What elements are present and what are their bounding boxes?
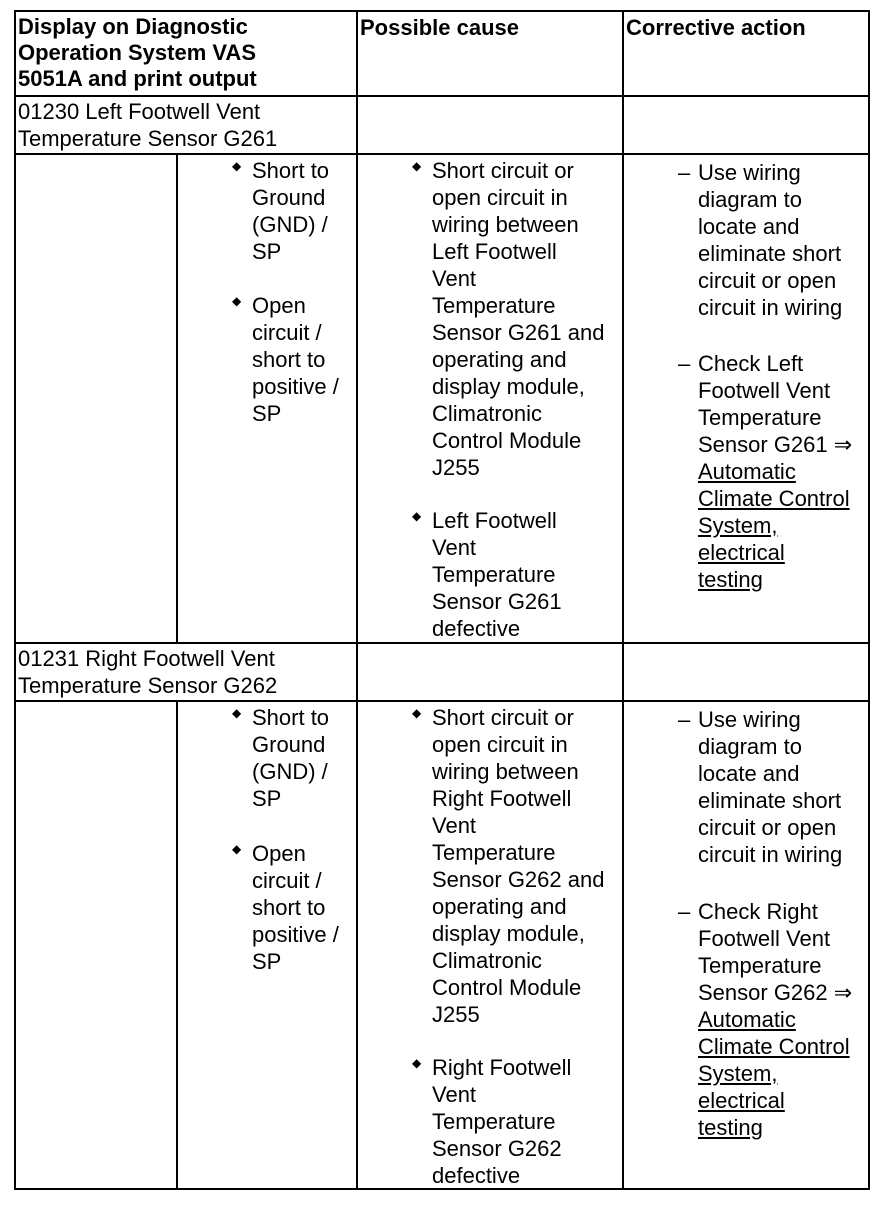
display-item [232,840,339,975]
diamond-bullet-icon: ◆ [232,159,242,173]
display-text: Short to Ground (GND) / SP [252,705,330,811]
header-corrective-action: Corrective action [626,15,806,40]
row-divider [14,700,870,702]
cause-text: Left Footwell Vent Temperature Sensor G261 defective [432,508,562,641]
row-divider [14,642,870,644]
cause-item [412,157,604,481]
action-text: Use wiring diagram to locate and eliminate short circuit or open circuit in wiring [698,707,843,867]
diamond-bullet-icon: ◆ [232,842,242,856]
column-divider [622,10,624,1190]
dash-icon: – [678,351,691,376]
climate-control-testing-link[interactable]: Automatic Climate Control System, electrical testing [698,1007,850,1140]
fault-code-title: 01231 Right Footwell Vent Temperature Sensor G262 [18,646,278,698]
subcolumn-divider [176,700,178,1190]
dash-icon: – [678,899,691,924]
cause-item [412,1054,571,1189]
dash-icon: – [678,707,691,732]
diamond-bullet-icon: ◆ [412,159,422,173]
action-text: Use wiring diagram to locate and eliminate short circuit or open circuit in wiring [698,160,843,320]
cause-text: Right Footwell Vent Temperature Sensor G262 defective [432,1055,572,1188]
diamond-bullet-icon: ◆ [232,706,242,720]
display-item [232,157,329,265]
row-divider [14,95,870,97]
diamond-bullet-icon: ◆ [232,294,242,308]
cause-text: Short circuit or open circuit in wiring between Left Footwell Vent Temperature Sensor G261 and operating and display module, Climatronic Control Module J255 [432,158,605,480]
row-divider [14,153,870,155]
action-item [678,350,852,593]
diamond-bullet-icon: ◆ [412,509,422,523]
display-text: Short to Ground (GND) / SP [252,158,330,264]
header-possible-cause: Possible cause [360,15,519,40]
column-divider [356,10,358,1190]
action-item [678,159,842,321]
display-item [232,292,339,427]
subcolumn-divider [176,153,178,643]
action-item [678,898,852,1141]
cause-item [412,507,562,642]
action-text: Check Left Footwell Vent Temperature Sensor G261 ⇒ [698,351,853,457]
display-text: Open circuit / short to positive / SP [252,293,339,426]
display-text: Open circuit / short to positive / SP [252,841,339,974]
climate-control-testing-link[interactable]: Automatic Climate Control System, electrical testing [698,459,850,592]
diamond-bullet-icon: ◆ [412,706,422,720]
action-text: Check Right Footwell Vent Temperature Sensor G262 ⇒ [698,899,853,1005]
cause-item [412,704,604,1028]
display-item [232,704,329,812]
action-item [678,706,842,868]
diamond-bullet-icon: ◆ [412,1056,422,1070]
header-display: Display on Diagnostic Operation System VAS 5051A and print output [18,14,257,91]
fault-code-title: 01230 Left Footwell Vent Temperature Sensor G261 [18,99,278,151]
dash-icon: – [678,160,691,185]
cause-text: Short circuit or open circuit in wiring between Right Footwell Vent Temperature Sensor G262 and operating and display module, Climatronic Control Module J255 [432,705,605,1027]
